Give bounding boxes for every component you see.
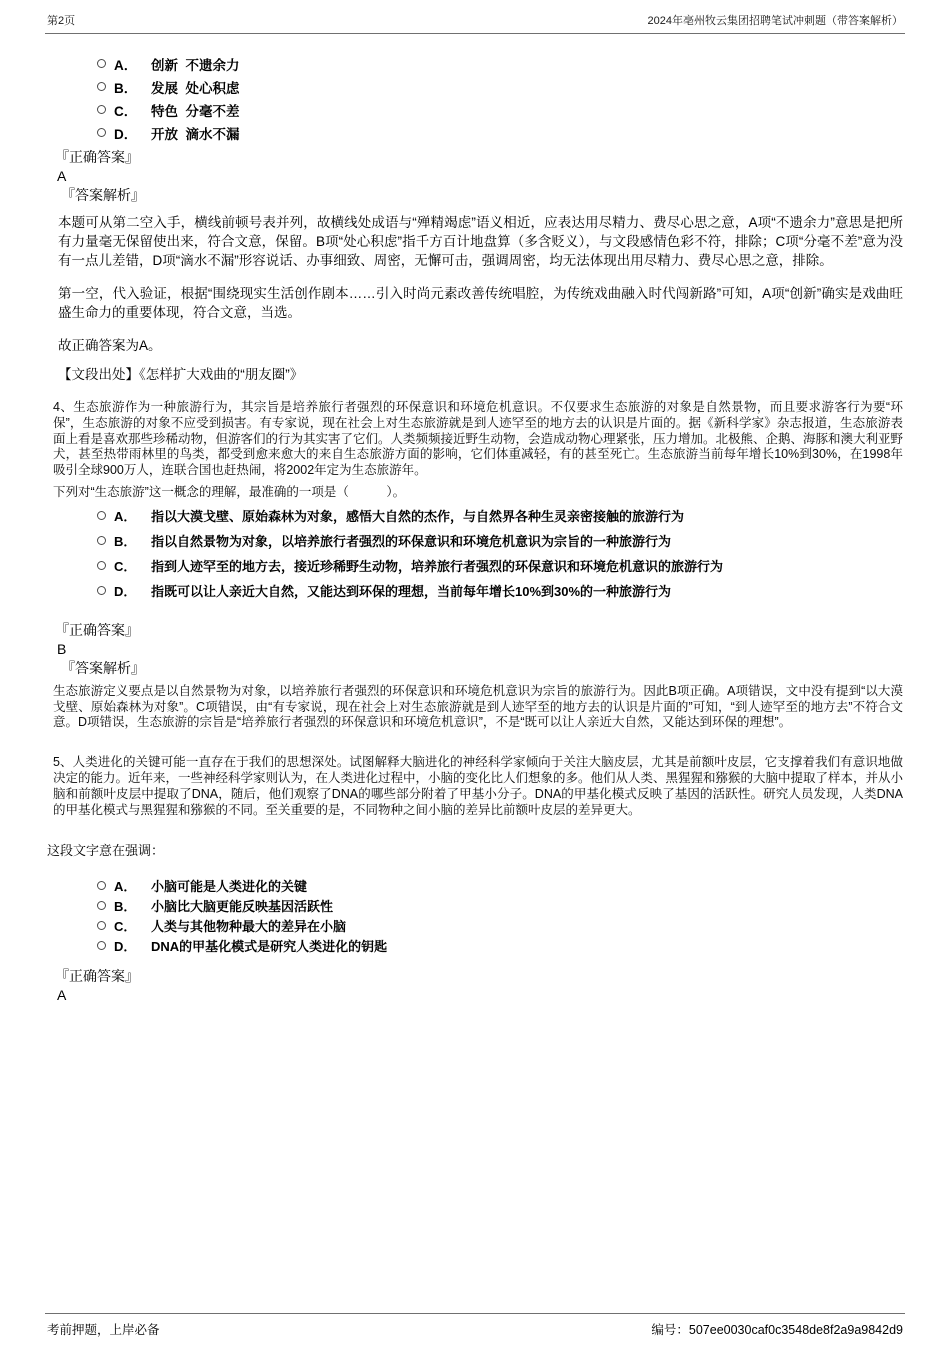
radio-icon[interactable] bbox=[97, 941, 106, 950]
option-letter: C． bbox=[114, 918, 137, 934]
radio-icon[interactable] bbox=[97, 561, 106, 570]
radio-icon[interactable] bbox=[97, 921, 106, 930]
q5-option-b[interactable] bbox=[97, 895, 905, 915]
question4-options bbox=[45, 503, 905, 603]
q3-option-b[interactable] bbox=[97, 75, 905, 98]
q4-option-b[interactable] bbox=[97, 528, 905, 553]
option-text: 小脑可能是人类进化的关键 bbox=[151, 878, 308, 894]
option-text: 人类与其他物种最大的差异在小脑 bbox=[151, 918, 347, 934]
q5-correct-answer-label: 『正确答案』 bbox=[55, 968, 139, 985]
question5-options bbox=[45, 875, 905, 955]
q5-option-a[interactable] bbox=[97, 875, 905, 895]
q4-option-c[interactable] bbox=[97, 553, 905, 578]
q4-correct-answer-label: 『正确答案』 bbox=[55, 621, 139, 638]
option-text: 指以自然景物为对象，以培养旅行者强烈的环保意识和环境危机意识为宗旨的一种旅游行为 bbox=[151, 533, 672, 549]
question4-analysis: 生态旅游定义要点是以自然景物为对象，以培养旅行者强烈的环保意识和环境危机意识为宗旨的旅游行为。因此B项正确。A项错误，文中没有提到“以大漠戈壁、原始森林为对象”。C项错误，由“有专家说，现在社会上对生态旅游就是到人迹罕至的地方去的认识是片面的”可知，“到人迹罕至的地方去”不符合文意。D项错误，生态旅游的宗旨是“培养旅行者强烈的环保意识和环境危机意识”，不是“既可以让人亲近大自然，又能达到环保的理想”。 bbox=[53, 683, 903, 730]
page-number: 第2页 bbox=[47, 15, 76, 27]
option-text: 小脑比大脑更能反映基因活跃性 bbox=[151, 898, 334, 914]
footer-slogan: 考前押题，上岸必备 bbox=[47, 1323, 160, 1337]
radio-icon[interactable] bbox=[97, 82, 106, 91]
q4-option-a[interactable] bbox=[97, 503, 905, 528]
radio-icon[interactable] bbox=[97, 586, 106, 595]
page-footer bbox=[45, 1313, 905, 1338]
radio-icon[interactable] bbox=[97, 881, 106, 890]
option-text: 发展 处心积虑 bbox=[151, 80, 240, 96]
radio-icon[interactable] bbox=[97, 128, 106, 137]
question3-options bbox=[45, 52, 905, 144]
q5-option-d[interactable] bbox=[97, 935, 905, 955]
q3-analysis-paragraph-1: 本题可从第二空入手，横线前顿号表并列，故横线处成语与“殚精竭虑”语义相近，应表达用尽精力、费尽心思之意，A项“不遗余力”意思是把所有力量毫无保留使出来，符合文意，保留。B项“处心积虑”指千方百计地盘算（多含贬义），与文段感情色彩不符，排除；C项“分毫不差”意为没有一点儿差错，D项“滴水不漏”形容说话、办事细致、周密，无懈可击，强调周密，均无法体现出用尽精力、费尽心思之意，排除。 bbox=[58, 215, 903, 268]
option-letter: C． bbox=[114, 103, 138, 119]
document-title: 2024年亳州牧云集团招聘笔试冲刺题（带答案解析） bbox=[647, 15, 903, 27]
radio-icon[interactable] bbox=[97, 536, 106, 545]
document-serial-number: 编号：507ee0030caf0c3548de8f2a9a9842d9 bbox=[651, 1323, 903, 1337]
option-letter: B． bbox=[114, 80, 138, 96]
option-text: 指以大漠戈壁、原始森林为对象，感悟大自然的杰作，与自然界各种生灵亲密接触的旅游行为 bbox=[151, 508, 685, 524]
option-letter: C． bbox=[114, 558, 137, 574]
radio-icon[interactable] bbox=[97, 59, 106, 68]
radio-icon[interactable] bbox=[97, 901, 106, 910]
q3-passage-source: 【文段出处】《怎样扩大戏曲的“朋友圈”》 bbox=[58, 367, 304, 382]
q4-option-d[interactable] bbox=[97, 578, 905, 603]
q3-answer-conclusion: 故正确答案为A。 bbox=[58, 338, 162, 353]
option-letter: A． bbox=[114, 57, 138, 73]
option-text: 指既可以让人亲近大自然，又能达到环保的理想，当前每年增长10%到30%的一种旅游行为 bbox=[151, 583, 672, 599]
q4-answer-analysis-label: 『答案解析』 bbox=[61, 659, 145, 676]
q3-option-c[interactable] bbox=[97, 98, 905, 121]
q5-correct-answer-value: A bbox=[57, 987, 67, 1004]
option-letter: D． bbox=[114, 938, 137, 954]
page-header bbox=[45, 10, 905, 34]
option-letter: A． bbox=[114, 878, 137, 894]
option-text: 创新 不遗余力 bbox=[151, 57, 240, 73]
question5-prompt: 这段文字意在强调： bbox=[47, 843, 165, 859]
option-text: DNA的甲基化模式是研究人类进化的钥匙 bbox=[151, 938, 388, 954]
option-letter: A． bbox=[114, 508, 137, 524]
q3-analysis-paragraph-2: 第一空，代入验证，根据“围绕现实生活创作剧本……引入时尚元素改善传统唱腔，为传统戏曲融入时代闯新路”可知，A项“创新”确实是戏曲旺盛生命力的重要体现，符合文意，当选。 bbox=[58, 286, 903, 320]
q3-answer-analysis-label: 『答案解析』 bbox=[61, 187, 145, 203]
question5-stem: 5、人类进化的关键可能一直存在于我们的思想深处。试图解释大脑进化的神经科学家倾向于关注大脑皮层，尤其是前额叶皮层，它支撑着我们有意识地做决定的能力。近年来，一些神经科学家则认为，在人类进化过程中，小脑的变化比人们想象的多。他们从人类、黑猩猩和猕猴的大脑中提取了样本，并从小脑和前额叶皮层中提取了DNA，随后，他们观察了DNA的哪些部分附着了甲基小分子。DNA的甲基化模式反映了基因的活跃性。研究人员发现，人类DNA的甲基化模式与黑猩猩和猕猴的不同。至关重要的是，不同物种之间小脑的差异比前额叶皮层的差异更大。 bbox=[53, 755, 904, 817]
q3-option-d[interactable] bbox=[97, 121, 905, 144]
option-letter: B． bbox=[114, 533, 137, 549]
option-letter: D． bbox=[114, 126, 138, 142]
radio-icon[interactable] bbox=[97, 105, 106, 114]
q4-correct-answer-value: B bbox=[57, 640, 67, 657]
q3-correct-answer-value: A bbox=[57, 168, 67, 184]
option-text: 指到人迹罕至的地方去，接近珍稀野生动物，培养旅行者强烈的环保意识和环境危机意识的旅游行为 bbox=[151, 558, 724, 574]
option-text: 特色 分毫不差 bbox=[151, 103, 240, 119]
question4-stem: 4、生态旅游作为一种旅游行为，其宗旨是培养旅行者强烈的环保意识和环境危机意识。不仅要求生态旅游的对象是自然景物，而且要求游客行为要“环保”，生态旅游的对象不应受到损害。有专家说，现在社会上对生态旅游就是到人迹罕至的地方去的认识是片面的。据《新科学家》杂志报道，生态旅游表面上看是喜欢那些珍稀动物，但游客们的行为其实害了它们。人类频频接近野生动物，会造成动物心理紧张，压力增加。北极熊、企鹅、海豚和澳大利亚野犬，甚至热带雨林里的鸟类，都受到愈来愈大的来自生态旅游方面的影响，它们体重减轻，有的甚至死亡。生态旅游当前每年增长10%到30%，在1998年吸引全球900万人，连联合国也赶热闹，将2002年定为生态旅游年。 bbox=[53, 400, 904, 478]
page-content bbox=[45, 34, 905, 1005]
q3-option-a[interactable] bbox=[97, 52, 905, 75]
option-letter: B． bbox=[114, 898, 137, 914]
option-text: 开放 滴水不漏 bbox=[151, 126, 240, 142]
q3-correct-answer-label: 『正确答案』 bbox=[55, 149, 139, 165]
radio-icon[interactable] bbox=[97, 511, 106, 520]
question4-prompt: 下列对“生态旅游”这一概念的理解，最准确的一项是（ ）。 bbox=[53, 484, 406, 499]
q5-option-c[interactable] bbox=[97, 915, 905, 935]
option-letter: D． bbox=[114, 583, 137, 599]
